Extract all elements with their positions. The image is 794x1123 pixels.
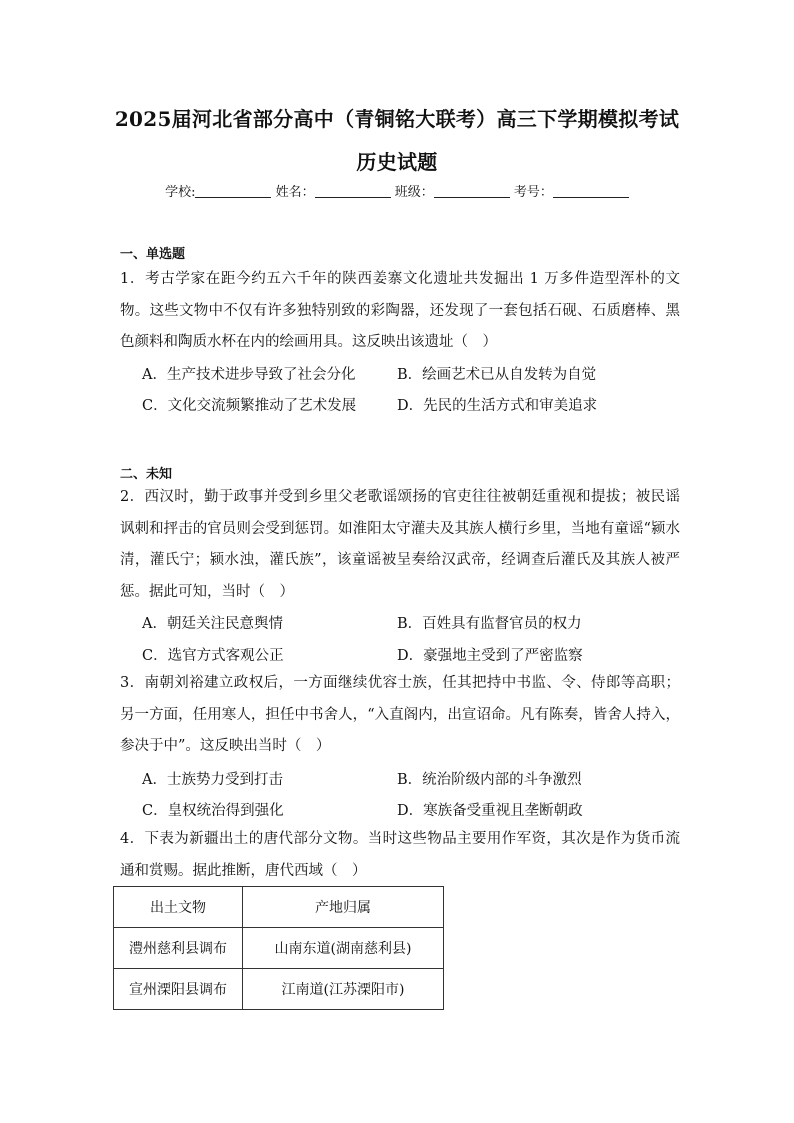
q3-option-c[interactable]: C．皇权统治得到强化	[142, 803, 284, 819]
class-blank[interactable]	[434, 183, 510, 198]
table-header-row	[114, 887, 444, 928]
exam-title-line1: 2025届河北省部分高中（青铜铭大联考）高三下学期模拟考试	[114, 107, 680, 131]
artifact-table	[113, 886, 444, 1010]
q1-option-a[interactable]: A．生产技术进步导致了社会分化	[142, 367, 356, 383]
question-4-stem: 4．下表为新疆出土的唐代部分文物。当时这些物品主要用作军资，其次是作为货币流通和赏赐。据此推断，唐代西域（ ）	[120, 831, 680, 879]
table-cell: 山南东道(湖南慈利县)	[243, 928, 444, 969]
name-label: 姓名：	[275, 185, 315, 200]
q3-option-a[interactable]: A．士族势力受到打击	[142, 772, 283, 788]
table-cell: 宣州溧阳县调布	[114, 969, 243, 1010]
exam-number-blank[interactable]	[553, 183, 629, 198]
exam-title-line2: 历史试题	[356, 150, 438, 174]
question-3-stem: 3．南朝刘裕建立政权后，一方面继续优容士族，任其把持中书监、令、侍郎等高职；另一方面，任用寒人，担任中书舍人，“入直阁内，出宣诏命。凡有陈奏，皆舍人持入，参决于中”。这反映出当时（ ）	[120, 675, 680, 754]
question-1-stem: 1．考古学家在距今约五六千年的陕西姜寨文化遗址共发掘出 1 万多件造型浑朴的文物。这些文物中不仅有许多独特别致的彩陶器，还发现了一套包括石砚、石质磨棒、黑色颜料和陶质水杯在内的绘画用具。这反映出该遗址（ ）	[120, 271, 680, 350]
q2-option-a[interactable]: A．朝廷关注民意舆情	[142, 616, 283, 632]
q3-option-d[interactable]: D．寒族备受重视且垄断朝政	[397, 803, 583, 819]
table-cell: 澧州慈利县调布	[114, 928, 243, 969]
table-header-cell: 产地归属	[243, 887, 444, 928]
q2-option-b[interactable]: B．百姓具有监督官员的权力	[397, 616, 582, 632]
class-label: 班级：	[394, 185, 434, 200]
exam-number-label: 考号：	[513, 185, 553, 200]
section-heading-unknown: 二、未知	[120, 467, 173, 482]
q2-option-c[interactable]: C．选官方式客观公正	[142, 648, 284, 664]
table-row	[114, 928, 444, 969]
school-label: 学校:	[165, 185, 196, 200]
q1-option-d[interactable]: D．先民的生活方式和审美追求	[397, 398, 598, 414]
q2-option-d[interactable]: D．豪强地主受到了严密监察	[397, 648, 583, 664]
student-info-row	[0, 181, 794, 200]
q1-option-b[interactable]: B．绘画艺术已从自发转为自觉	[397, 367, 597, 383]
table-cell: 江南道(江苏溧阳市)	[243, 969, 444, 1010]
name-blank[interactable]	[315, 183, 391, 198]
q1-option-c[interactable]: C．文化交流频繁推动了艺术发展	[142, 398, 357, 414]
section-heading-single-choice: 一、单选题	[120, 247, 186, 262]
question-2-stem: 2．西汉时，勤于政事并受到乡里父老歌谣颂扬的官吏往往被朝廷重视和提拔；被民谣讽刺和抨击的官员则会受到惩罚。如淮阳太守灌夫及其族人横行乡里，当地有童谣“颍水清，灌氏宁；颍水浊，灌氏族”，该童谣被呈奏给汉武帝，经调查后灌氏及其族人被严惩。据此可知，当时（ ）	[120, 489, 680, 600]
school-blank[interactable]	[195, 183, 271, 198]
table-header-cell: 出土文物	[114, 887, 243, 928]
table-row	[114, 969, 444, 1010]
q3-option-b[interactable]: B．统治阶级内部的斗争激烈	[397, 772, 582, 788]
